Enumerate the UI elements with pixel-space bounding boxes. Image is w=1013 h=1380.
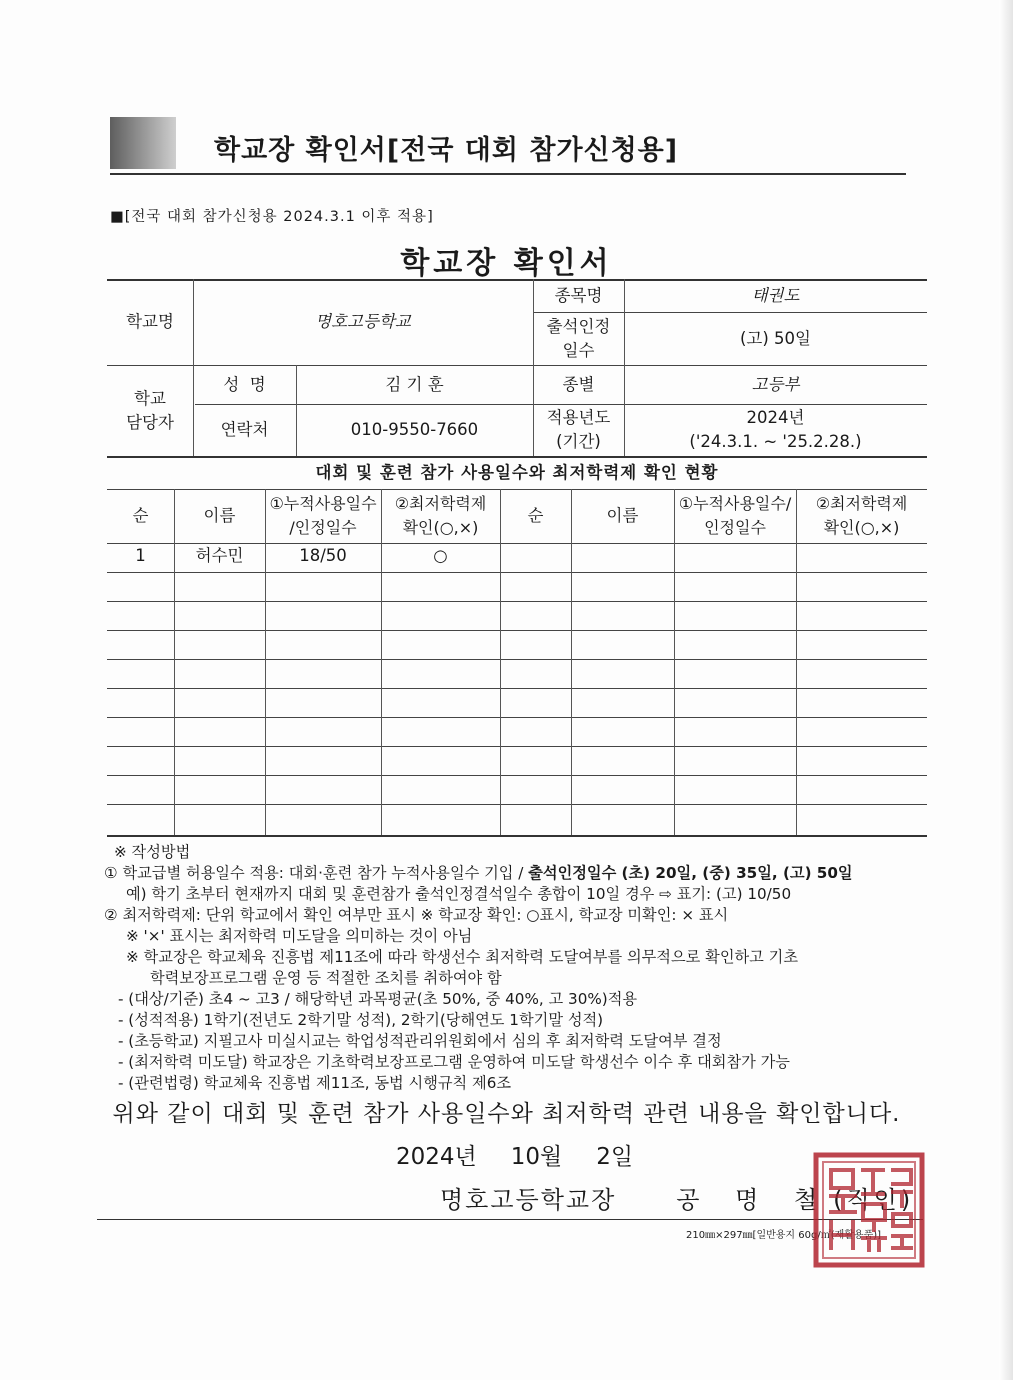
status-section-title: 대회 및 훈련 참가 사용일수와 최저학력제 확인 현황 [315,462,719,482]
guide-detail-elementary: - (초등학교) 지필고사 미실시교는 학업성적관리위원회에서 심의 후 최저학력 도달여부 결정 [118,1032,722,1050]
guide-item-1-example: 예) 학기 초부터 현재까지 대회 및 훈련참가 출석인정결석일수 총합이 10일 경우 ⇨ 표기: (고) 10/50 [126,885,792,903]
category-label: 종별 [562,374,595,394]
confirmation-statement: 위와 같이 대회 및 훈련 참가 사용일수와 최저학력 관련 내용을 확인합니다. [112,1101,901,1127]
issue-date [396,1138,667,1171]
manager-name-value: 김 기 훈 [385,374,444,394]
sport-value: 태권도 [751,285,800,305]
footer-rule [97,1219,923,1220]
manager-name-label: 성 명 [223,374,266,394]
guide-item-2-note-a: ※ '×' 표시는 최저학력 미도달을 의미하는 것이 아님 [126,927,473,945]
header-no-right: 순 [527,506,544,525]
guide-detail-not-reached: - (최저학력 미도달) 학교장은 기초학력보장프로그램 운영하여 미도달 학생선수 이수 후 대회참가 가능 [118,1053,790,1071]
guide-detail-grades: - (성적적용) 1학기(전년도 2학기말 성적), 2학기(당해연도 1학기말 성적) [118,1011,604,1029]
form-table [107,279,927,836]
header-name: 이름 [203,506,236,525]
guide-detail-target: - (대상/기준) 초4 ~ 고3 / 해당학년 과목평균(초 50%, 중 40%, 고 30%)적용 [118,990,638,1008]
title-tag-block [110,117,176,169]
guide-item-2-note-b-cont: 학력보장프로그램 운영 등 적절한 조치를 취하여야 함 [150,969,502,987]
paper-size-note: 210㎜×297㎜[일반용지 60g/㎡(재활용품)] [686,1230,882,1241]
header-days: ①누적사용일수 /인정일수 [269,494,377,537]
header-name-right: 이름 [606,506,639,525]
guide-heading: ※ 작성방법 [114,843,191,861]
guide-item-2: ② 최저학력제: 단위 학교에서 확인 여부만 표시 ※ 학교장 확인: ○표시, 학교장 미확인: × 표시 [104,906,729,924]
apply-year-label: 적용년도 (기간) [546,408,611,451]
row-1-no: 1 [135,545,146,565]
principal-title: 명호고등학교장 [440,1186,617,1214]
header-days-right: ①누적사용일수/ 인정일수 [678,494,792,537]
row-1-name: 허수민 [195,545,244,565]
form-title: 학교장 확인서 [400,246,613,281]
contact-label: 연락처 [220,420,269,439]
category-value: 고등부 [751,374,800,394]
document-main-title: 학교장 확인서[전국 대회 참가신청용] [214,135,679,166]
guide-detail-law: - (관련법령) 학교체육 진흥법 제11조, 동법 시행규칙 제6조 [118,1074,512,1092]
attendance-label: 출석인정 일수 [546,316,611,360]
school-name-value: 명호고등학교 [315,312,411,331]
apply-year-value: 2024년 ('24.3.1. ~ '25.2.28.) [689,408,862,451]
seal-mark-text: (직인) [833,1186,915,1214]
apply-note: ■[전국 대회 참가신청용 2024.3.1 이후 적용] [110,209,434,225]
school-name-label: 학교명 [126,312,174,331]
guide-item-2-note-b: ※ 학교장은 학교체육 진흥법 제11조에 따라 학생선수 최저학력 도달여부를 의무적으로 확인하고 기초 [126,948,799,966]
issue-year: 2024년 [396,1144,477,1170]
header-min-level-right: ②최저학력제 확인(○,×) [815,494,908,537]
title-rule [110,173,906,175]
header-min-level: ②최저학력제 확인(○,×) [394,494,487,537]
contact-value: 010-9550-7660 [350,420,479,439]
principal-name: 공 명 철 [676,1186,832,1214]
issue-month: 10월 [510,1144,563,1170]
sport-label: 종목명 [554,285,603,305]
row-1-days: 18/50 [299,545,347,565]
manager-label: 학교 담당자 [126,388,174,432]
attendance-value: (고) 50일 [740,328,811,348]
header-no: 순 [132,506,149,525]
page-edge-shadow [999,0,1013,1380]
writing-guide [104,842,934,1094]
issue-day: 2일 [596,1144,634,1170]
guide-item-1: ① 학교급별 허용일수 적용: 대회·훈련 참가 누적사용일수 기입 / 출석인정일수 (초) 20일, (중) 35일, (고) 50일 [104,864,853,882]
row-1-min-level: ○ [433,545,448,565]
official-seal-stamp [813,1152,925,1268]
